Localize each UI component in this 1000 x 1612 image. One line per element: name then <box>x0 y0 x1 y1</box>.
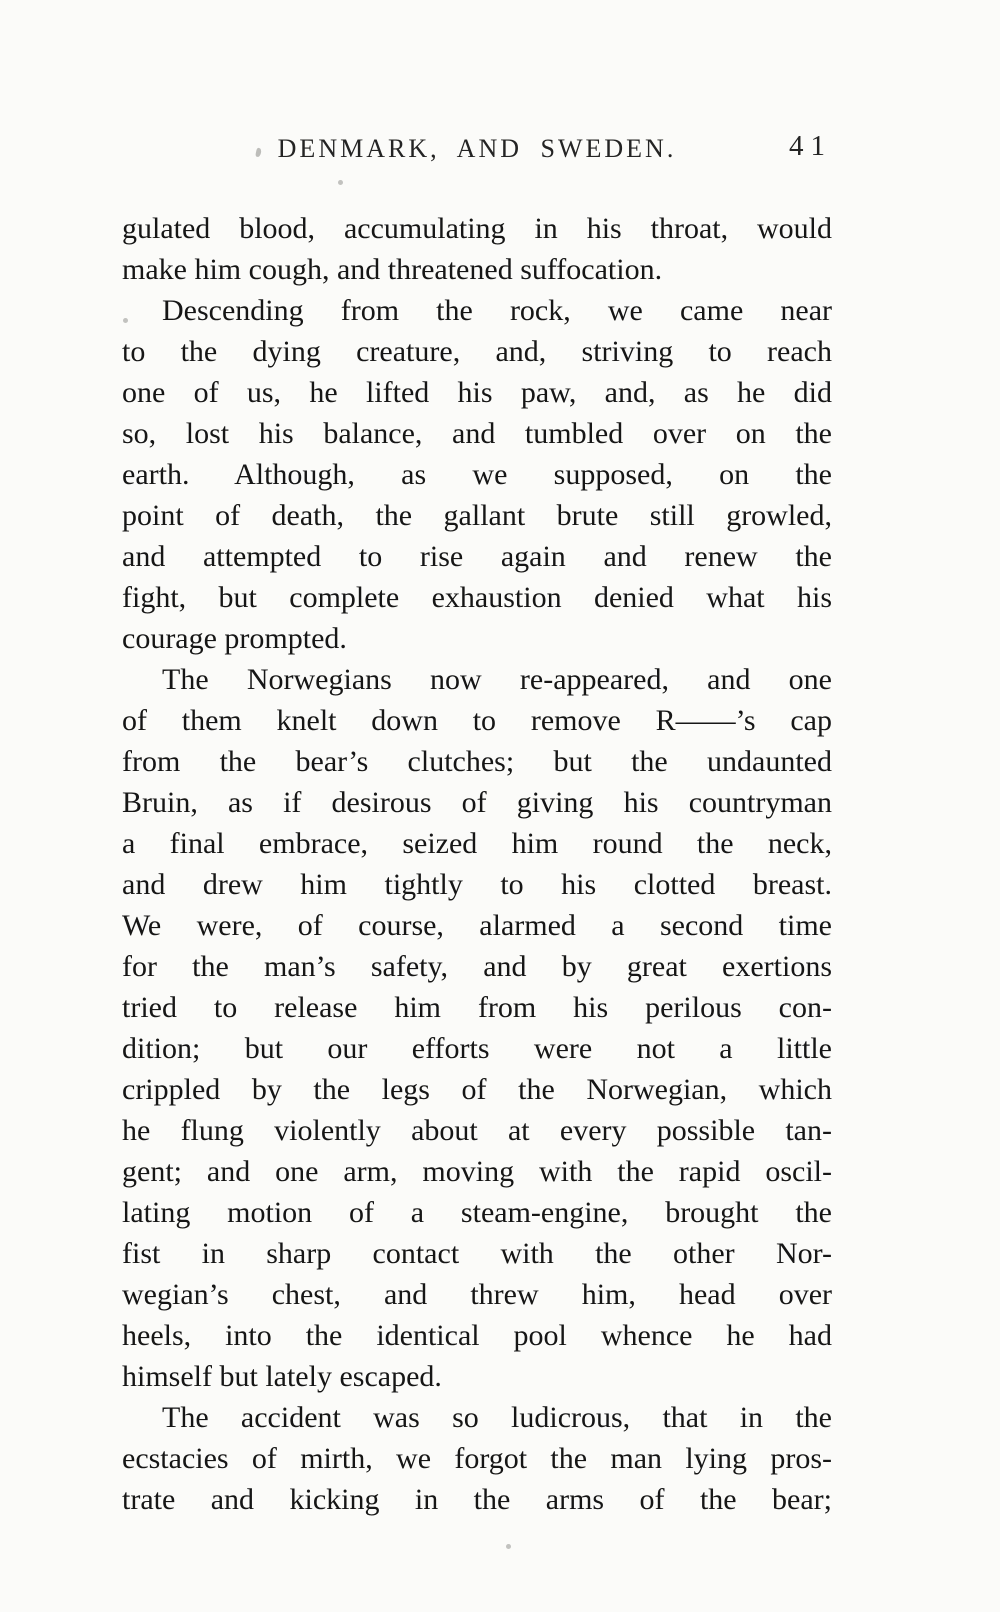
text-line: heels, into the identical pool whence he had <box>122 1319 832 1352</box>
text-line: a final embrace, seized him round the neck, <box>122 827 832 860</box>
text-line: lating motion of a steam-engine, brought the <box>122 1196 832 1229</box>
text-line: earth. Although, as we supposed, on the <box>122 458 832 491</box>
text-line: wegian’s chest, and threw him, head over <box>122 1278 832 1311</box>
text-line: one of us, he lifted his paw, and, as he did <box>122 376 832 409</box>
running-header <box>122 130 832 168</box>
paragraph <box>122 1397 832 1520</box>
text-line: The accident was so ludicrous, that in the <box>162 1401 832 1434</box>
text-line: himself but lately escaped. <box>122 1360 442 1393</box>
text-line: of them knelt down to remove R——’s cap <box>122 704 832 737</box>
text-line: Descending from the rock, we came near <box>162 294 832 327</box>
text-line: from the bear’s clutches; but the undaunted <box>122 745 832 778</box>
text-line: crippled by the legs of the Norwegian, which <box>122 1073 832 1106</box>
text-line: make him cough, and threatened suffocation. <box>122 253 663 286</box>
text-line: trate and kicking in the arms of the bear; <box>122 1483 832 1516</box>
text-line: and attempted to rise again and renew the <box>122 540 832 573</box>
text-line: ecstacies of mirth, we forgot the man lying pros- <box>122 1442 832 1475</box>
text-line: fight, but complete exhaustion denied what his <box>122 581 832 614</box>
text-line: gent; and one arm, moving with the rapid oscil- <box>122 1155 832 1188</box>
text-line: gulated blood, accumulating in his throat, would <box>122 212 832 245</box>
page-number: 41 <box>789 130 832 162</box>
text-line: for the man’s safety, and by great exertions <box>122 950 832 983</box>
text-line: so, lost his balance, and tumbled over on the <box>122 417 832 450</box>
paragraph <box>122 659 832 1397</box>
text-line: to the dying creature, and, striving to reach <box>122 335 832 368</box>
text-line: The Norwegians now re-appeared, and one <box>162 663 832 696</box>
paragraph <box>122 290 832 659</box>
paragraph <box>122 208 832 290</box>
scan-speck <box>338 180 343 185</box>
body-text <box>122 208 832 1520</box>
text-line: dition; but our efforts were not a little <box>122 1032 832 1065</box>
text-line: and drew him tightly to his clotted breast. <box>122 868 832 901</box>
header-title: DENMARK, AND SWEDEN. <box>277 134 677 163</box>
text-line: point of death, the gallant brute still growled, <box>122 499 832 532</box>
text-line: fist in sharp contact with the other Nor- <box>122 1237 832 1270</box>
scan-speck <box>506 1544 511 1549</box>
text-line: Bruin, as if desirous of giving his countryman <box>122 786 832 819</box>
text-line: tried to release him from his perilous con- <box>122 991 832 1024</box>
text-line: We were, of course, alarmed a second time <box>122 909 832 942</box>
text-line: he flung violently about at every possible tan- <box>122 1114 832 1147</box>
text-line: courage prompted. <box>122 622 347 655</box>
